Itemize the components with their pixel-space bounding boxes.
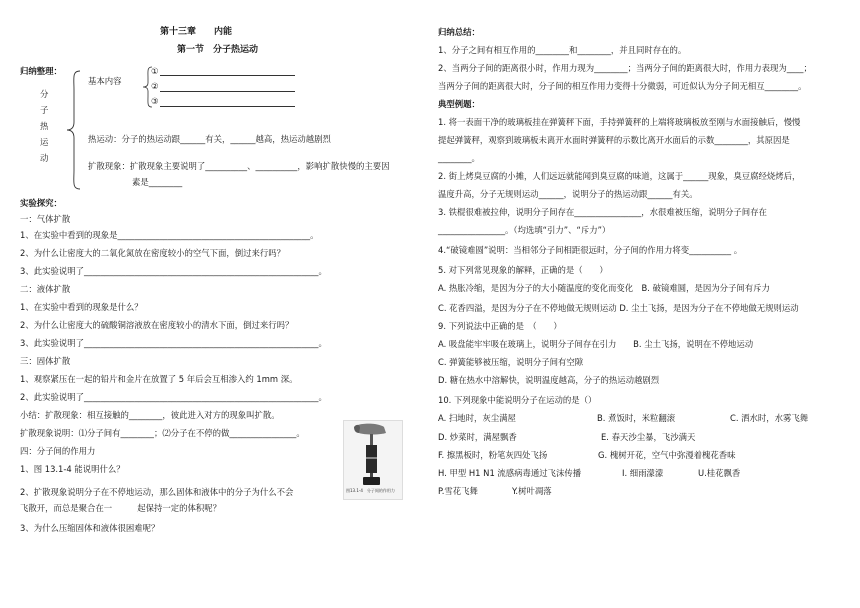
figure-caption: 图13.1-4 分子间的作用力 xyxy=(346,488,395,493)
example-10-option-c: C. 洒水时，水雾飞舞 xyxy=(730,413,809,423)
example-10-option-y: Y.树叶凋落 xyxy=(512,486,552,496)
examples-heading: 典型例题： xyxy=(438,99,480,109)
example-10-option-p: P.雪花飞舞 xyxy=(438,486,478,496)
example-10-option-i: I. 细雨濛濛 xyxy=(622,468,664,478)
liquid-question-1: 1、在实验中看到的现象是什么？ xyxy=(20,302,143,312)
example-10: 10. 下列现象中能说明分子在运动的是（） xyxy=(438,395,597,405)
figure-lead-cylinders-image xyxy=(343,420,403,500)
liquid-heading: 二：液体扩散 xyxy=(20,284,71,294)
example-5-option-ab: A. 热胀冷缩，是因为分子的大小随温度的变化而变化 B. 破镜难圆，是因为分子间有斥力 xyxy=(438,283,770,293)
conclusion-2a: 2、当两分子间的距离很小时，作用力现为________；当两分子间的距离很大时，作用力表现为____； xyxy=(438,63,812,73)
thermal-motion-line: 热运动：分子的热运动跟______有关，______越高，热运动越剧烈 xyxy=(88,134,331,144)
example-9-option-d: D. 糖在热水中溶解快，说明温度越高，分子的热运动越剧烈 xyxy=(438,375,660,385)
force-heading: 四：分子间的作用力 xyxy=(20,446,96,456)
example-4: 4.“破镜难圆”说明：当相邻分子间相距很远时，分子间的作用力将变__________ 。 xyxy=(438,245,743,255)
example-1a: 1. 将一表面干净的玻璃板挂在弹簧秤下面，手持弹簧秤的上端将玻璃板放至刚与水面接触后，慢慢 xyxy=(438,117,801,127)
example-10-option-g: G. 槐树开花，空气中弥漫着槐花香味 xyxy=(598,450,736,460)
diffusion-line-2: 素是________ xyxy=(132,177,183,187)
solid-heading: 三：固体扩散 xyxy=(20,356,71,366)
summary-heading: 归纳整理： xyxy=(20,66,62,76)
example-10-option-u: U.桂花飘香 xyxy=(698,468,741,478)
solid-question-2: 2、此实验说明了________________________________________________________。 xyxy=(20,392,327,402)
circled-3: ③ xyxy=(151,96,159,106)
example-1b: 提起弹簧秤，观察到玻璃板未离开水面时弹簧秤的示数比离开水面后的示数________，其原因是 xyxy=(438,135,790,145)
section-title: 第一节 分子热运动 xyxy=(177,45,259,55)
experiment-heading: 实验探究： xyxy=(20,198,62,208)
diffusion-line-1: 扩散现象：扩散现象主要说明了__________、__________，影响扩散快慢的主要因 xyxy=(88,161,390,171)
gas-question-2: 2、为什么让密度大的二氧化氮放在密度较小的空气下面，倒过来行吗？ xyxy=(20,248,285,258)
example-10-option-a: A. 扫地时，灰尘满屋 xyxy=(438,413,516,423)
example-2a: 2. 街上烤臭豆腐的小摊，人们远远就能闻到臭豆腐的味道，这属于______现象，臭豆腐经烧烤后， xyxy=(438,171,801,181)
solid-question-1: 1、观察紧压在一起的铅片和金片在放置了 5 年后会互相渗入约 1mm 深。 xyxy=(20,374,298,384)
circled-2: ② xyxy=(151,81,159,91)
vertical-label-3: 热 xyxy=(40,121,49,131)
force-question-2b: 飞散开，而总是聚合在一 起保持一定的体积呢？ xyxy=(20,503,221,513)
circled-1: ① xyxy=(151,66,159,76)
example-3b: ________________。（均选填“引力”、“斥力”） xyxy=(438,225,611,235)
gas-heading: 一：气体扩散 xyxy=(20,214,71,224)
example-10-option-e: E. 春天沙尘暴，飞沙满天 xyxy=(601,432,696,442)
example-10-option-b: B. 煮饭时，米粒翻滚 xyxy=(597,413,676,423)
liquid-question-3: 3、此实验说明了________________________________________________________。 xyxy=(20,338,327,348)
blank-line-1 xyxy=(160,75,295,76)
chapter-title: 第十三章 内能 xyxy=(160,27,233,37)
conclusion-1: 1、分子之间有相互作用的________和________，并且同时存在的。 xyxy=(438,45,687,55)
example-5: 5. 对下列常见现象的解释，正确的是（ ） xyxy=(438,265,608,275)
outline-brace xyxy=(66,70,82,190)
basic-content-label: 基本内容 xyxy=(88,76,122,86)
example-9: 9. 下列说法中正确的是 （ ） xyxy=(438,321,562,331)
conclusion-heading: 归纳总结： xyxy=(438,27,480,37)
example-5-option-cd: C. 花香四溢，是因为分子在不停地做无规则运动 D. 尘土飞扬，是因为分子在不停地做无规则运动 xyxy=(438,303,799,313)
example-10-option-d: D. 炒菜时，满屋飘香 xyxy=(438,432,517,442)
liquid-question-2: 2、为什么让密度大的硫酸铜溶液放在密度较小的清水下面，倒过来行吗？ xyxy=(20,320,294,330)
blank-line-2 xyxy=(160,91,295,92)
example-9-option-ab: A. 吸盘能牢牢吸在玻璃上，说明分子间存在引力 B. 尘土飞扬，说明在不停地运动 xyxy=(438,339,754,349)
force-question-1: 1、图 13.1-4 能说明什么？ xyxy=(20,464,125,474)
gas-question-3: 3、此实验说明了________________________________________________________。 xyxy=(20,266,327,276)
example-1c: ________。 xyxy=(438,153,480,163)
blank-line-3 xyxy=(160,106,295,107)
example-9-option-c: C. 弹簧能够被压缩，说明分子间有空隙 xyxy=(438,357,584,367)
example-10-option-f: F. 擦黑板时，粉笔灰四处飞扬 xyxy=(438,450,548,460)
explain-line: 扩散现象说明：⑴分子间有________；⑵分子在不停的做________________。 xyxy=(20,428,305,438)
conclusion-2b: 当两分子间的距离很大时，分子间的相互作用力变得十分微弱，可近似认为分子间无相互________。 xyxy=(438,81,807,91)
summary-line: 小结：扩散现象：相互接触的________，彼此进入对方的现象叫扩散。 xyxy=(20,410,280,420)
force-question-3: 3、为什么压缩固体和液体很困难呢？ xyxy=(20,523,160,533)
vertical-label-1: 分 xyxy=(40,89,49,99)
gas-question-1: 1、在实验中看到的现象是______________________________________________。 xyxy=(20,230,319,240)
example-2b: 温度升高，分子无规则运动______，说明分子的热运动跟______有关。 xyxy=(438,189,698,199)
vertical-label-4: 运 xyxy=(40,137,49,147)
vertical-label-5: 动 xyxy=(40,153,49,163)
example-3a: 3. 铁棍很难被拉伸，说明分子间存在________________，水很难被压缩，说明分子间存在 xyxy=(438,207,767,217)
example-10-option-h: H. 甲型 H1 N1 流感病毒通过飞沫传播 xyxy=(438,468,582,478)
vertical-label-2: 子 xyxy=(40,105,49,115)
force-question-2a: 2、扩散现象说明分子在不停地运动，那么固体和液体中的分子为什么不会 xyxy=(20,487,294,497)
